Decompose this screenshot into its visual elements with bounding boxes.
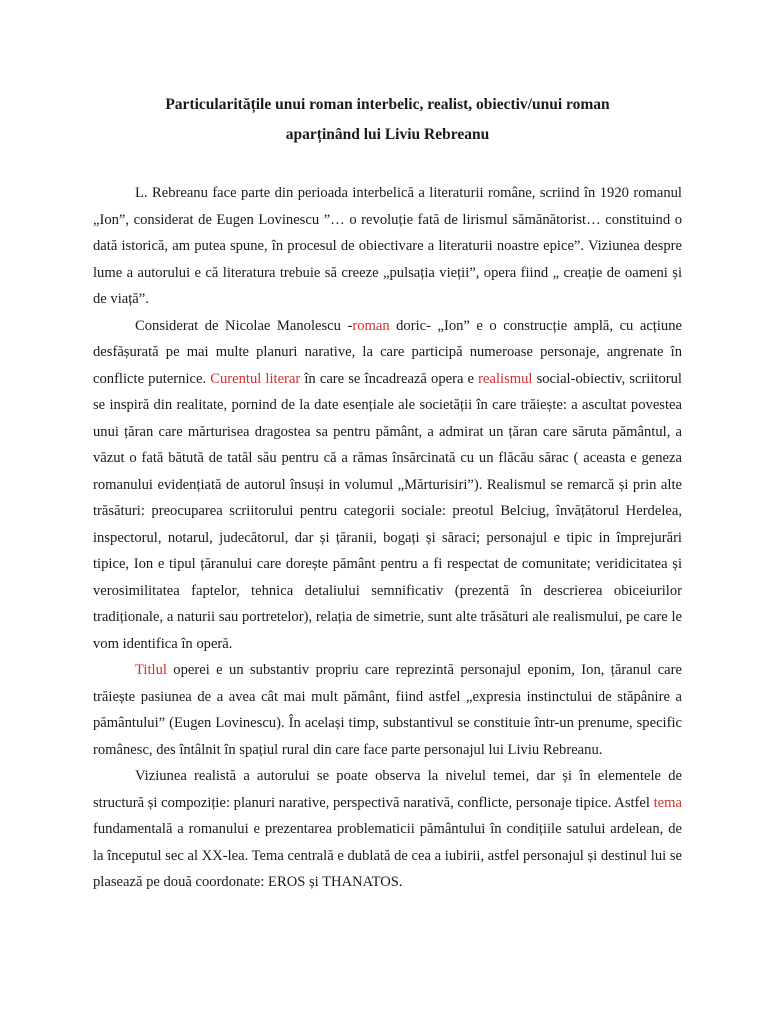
text-segment: Viziunea realistă a autorului se poate observa la nivelul temei, dar și în elementele de structură și compoziție: planuri narative, perspectivă narativă, conflicte, personaje tipice. Astfel — [93, 768, 682, 811]
paragraph-intro: L. Rebreanu face parte din perioada interbelică a literaturii române, scriind în 1920 romanul „Ion”, considerat de Eugen Lovinescu ”… o revoluție fată de lirismul sămănătorist… constituind o dată istorică, am putea spune, în procesul de obiectivare a literaturii noastre epice”. Viziunea despre lume a autorului e că literatura trebuie să creeze „pulsația vieții”, opera fiind „ creație de oameni și de viață”. — [93, 185, 682, 307]
title-line-2: aparținând lui Liviu Rebreanu — [285, 126, 490, 143]
highlight-titlul: Titlul — [135, 662, 167, 678]
text-segment: în care se încadrează opera e — [300, 370, 479, 387]
highlight-roman: roman — [352, 317, 390, 334]
text-segment: fundamentală a romanului e prezentarea problematicii pământului în condițiile satului ardelean, de la începutul sec al XX-lea. Tema centrală e dublată de cea a iubirii, astfel personajul și destinul lui se plasează pe două coordonate: EROS și THANATOS. — [93, 821, 682, 890]
paragraph-realism — [93, 313, 682, 658]
text-segment: operei e un substantiv propriu care reprezintă personajul eponim, Ion, țăranul care trăiește pasiunea de a avea cât mai mult pământ, fiind astfel „expresia instinctului de stăpânire a pământului” (Eugen Lovinescu). În același timp, substantivul se constituie într-un prenume, specific românesc, des întâlnit în spațiul rural din care face parte personajul lui Liviu Rebreanu. — [93, 662, 682, 758]
highlight-curentul-literar: Curentul literar — [210, 370, 301, 387]
text-segment: doric- „Ion” e o construcție amplă, cu acțiune desfășurată pe mai multe planuri narative, la care participă numeroase personaje, angrenate în conflicte puternice. — [93, 317, 682, 387]
paragraph-title-analysis — [93, 657, 682, 763]
text-segment: Considerat de Nicolae Manolescu - — [135, 317, 353, 334]
title-line-1: Particularitățile unui roman interbelic, realist, obiectiv/unui roman — [165, 96, 610, 113]
page-title — [93, 90, 682, 150]
text-segment: social-obiectiv, scriitorul se inspiră din realitate, pornind de la date esențiale ale societății în care trăiește: a ascultat povestea unui țăran care mărturisea dragostea sa pentru pământ, a admirat un țăran care săruta pământul, a văzut o fată bătută de tatăl său pentru că a rămas însărcinată cu un flăcău sărac ( aceasta e geneza romanului evidențiată de autorul însuși in volumul „Mărturisiri”). Realismul se remarcă și prin alte trăsături: preocuparea scriitorului pentru categorii sociale: preotul Belciug, învățătorul Herdelea, inspectorul, notarul, judecătorul, dar și țăranii, bogați și săraci; personajul e tipic in împrejurări tipice, Ion e tipul țăranului care dorește pământ pentru a fi respectat de comunitate; veridicitatea și verosimilitatea faptelor, tehnica detaliului semnificativ (prezentă în descrierea obiceiurilor tradiționale, a naturii sau portretelor), relația de simetrie, sunt alte trăsături ale realismului, pe care le vom identifica în operă. — [93, 370, 682, 652]
paragraph-theme — [93, 763, 682, 896]
highlight-realismul: realismul — [478, 370, 533, 387]
highlight-tema: tema — [653, 794, 682, 811]
